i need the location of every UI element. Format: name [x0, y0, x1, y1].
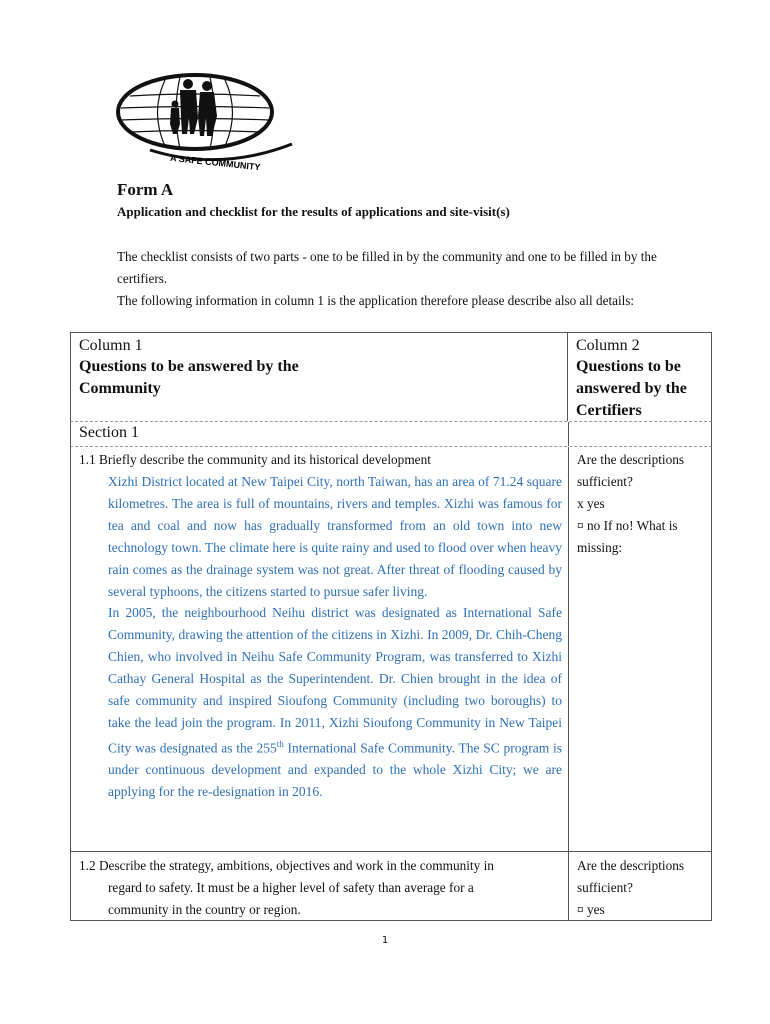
- section-row: [70, 421, 712, 446]
- answer-paragraph: In 2005, the neighbourhood Neihu district was designated as International Safe Community, drawing the attention of the citizens in Xizhi. In 2009, Dr. Chih-Cheng Chien, who involved in Neihu Safe Community Program, was transferred to Xizhi Cathay General Hospital as the Superintendent. Dr. Chien brought in the idea of safe community and inspired Sioufong Community (including two boroughs) to take the lead join the program. In 2011, Xizhi Sioufong Community in New Taipei City was designated as the 255th International Safe Community. The SC program is under continuous development and expanded to the whole Xizhi City; we are applying for the re-designation in 2016.: [108, 605, 562, 800]
- column-1-name: Column 1: [79, 337, 143, 354]
- intro-paragraph: The checklist consists of two parts - one to be filled in by the community and one to be filled in by the certifiers.: [117, 249, 657, 286]
- certifier-cell: [569, 447, 711, 851]
- table-header-row: [70, 332, 712, 421]
- answer-paragraph: Xizhi District located at New Taipei City, north Taiwan, has an area of 71.24 square kilometres. The area is full of mountains, rivers and temples. Xizhi was famous for tea and coal and now has gradually transformed from an old town into new technology town. The climate here is quite rainy and used to flood over when heavy rain comes as the drainage system was not great. After threat of flooding caused by several typhoons, the citizens started to pursue safer living.: [108, 474, 562, 599]
- cert-question: Are the descriptions: [577, 452, 685, 467]
- section-label: Section 1: [71, 422, 569, 446]
- page-number: 1: [381, 935, 389, 946]
- certifier-cell: [569, 852, 711, 920]
- cert-yes-option[interactable]: ¤ yes: [577, 902, 605, 917]
- cert-question: sufficient?: [577, 880, 633, 895]
- cert-no-option[interactable]: ¤ no If no! What is: [577, 518, 678, 533]
- column-1-header: [71, 333, 568, 421]
- column-2-heading: Questions to be answered by the Certifiers: [576, 358, 687, 419]
- form-subtitle: Application and checklist for the results of applications and site-visit(s): [117, 204, 510, 219]
- cert-yes-option[interactable]: x yes: [577, 496, 605, 511]
- checklist-table: [70, 332, 712, 921]
- logo-text: A SAFE COMMUNITY: [169, 152, 261, 172]
- safe-community-logo: [110, 72, 302, 172]
- column-1-heading: Questions to be answered by the Community: [79, 358, 299, 397]
- cert-question: sufficient?: [577, 474, 633, 489]
- intro-text: [117, 246, 657, 312]
- question-1-2-text: 1.2 Describe the strategy, ambitions, objectives and work in the community in regard to safety. It must be a higher level of safety than average for a community in the country or region.: [71, 852, 569, 920]
- cert-missing-label: missing:: [577, 540, 623, 555]
- form-title: Form A: [117, 180, 174, 199]
- cert-question: Are the descriptions: [577, 858, 685, 873]
- column-2-name: Column 2: [576, 337, 640, 354]
- question-row-1-2: [70, 851, 712, 921]
- column-2-header: [568, 333, 711, 421]
- intro-paragraph: The following information in column 1 is the application therefore please describe also all details:: [117, 293, 635, 308]
- question-row-1-1: [70, 446, 712, 851]
- question-1-1-text: 1.1 Briefly describe the community and its historical development: [79, 452, 431, 467]
- answer-1-1: [71, 471, 568, 803]
- question-cell: [71, 447, 569, 851]
